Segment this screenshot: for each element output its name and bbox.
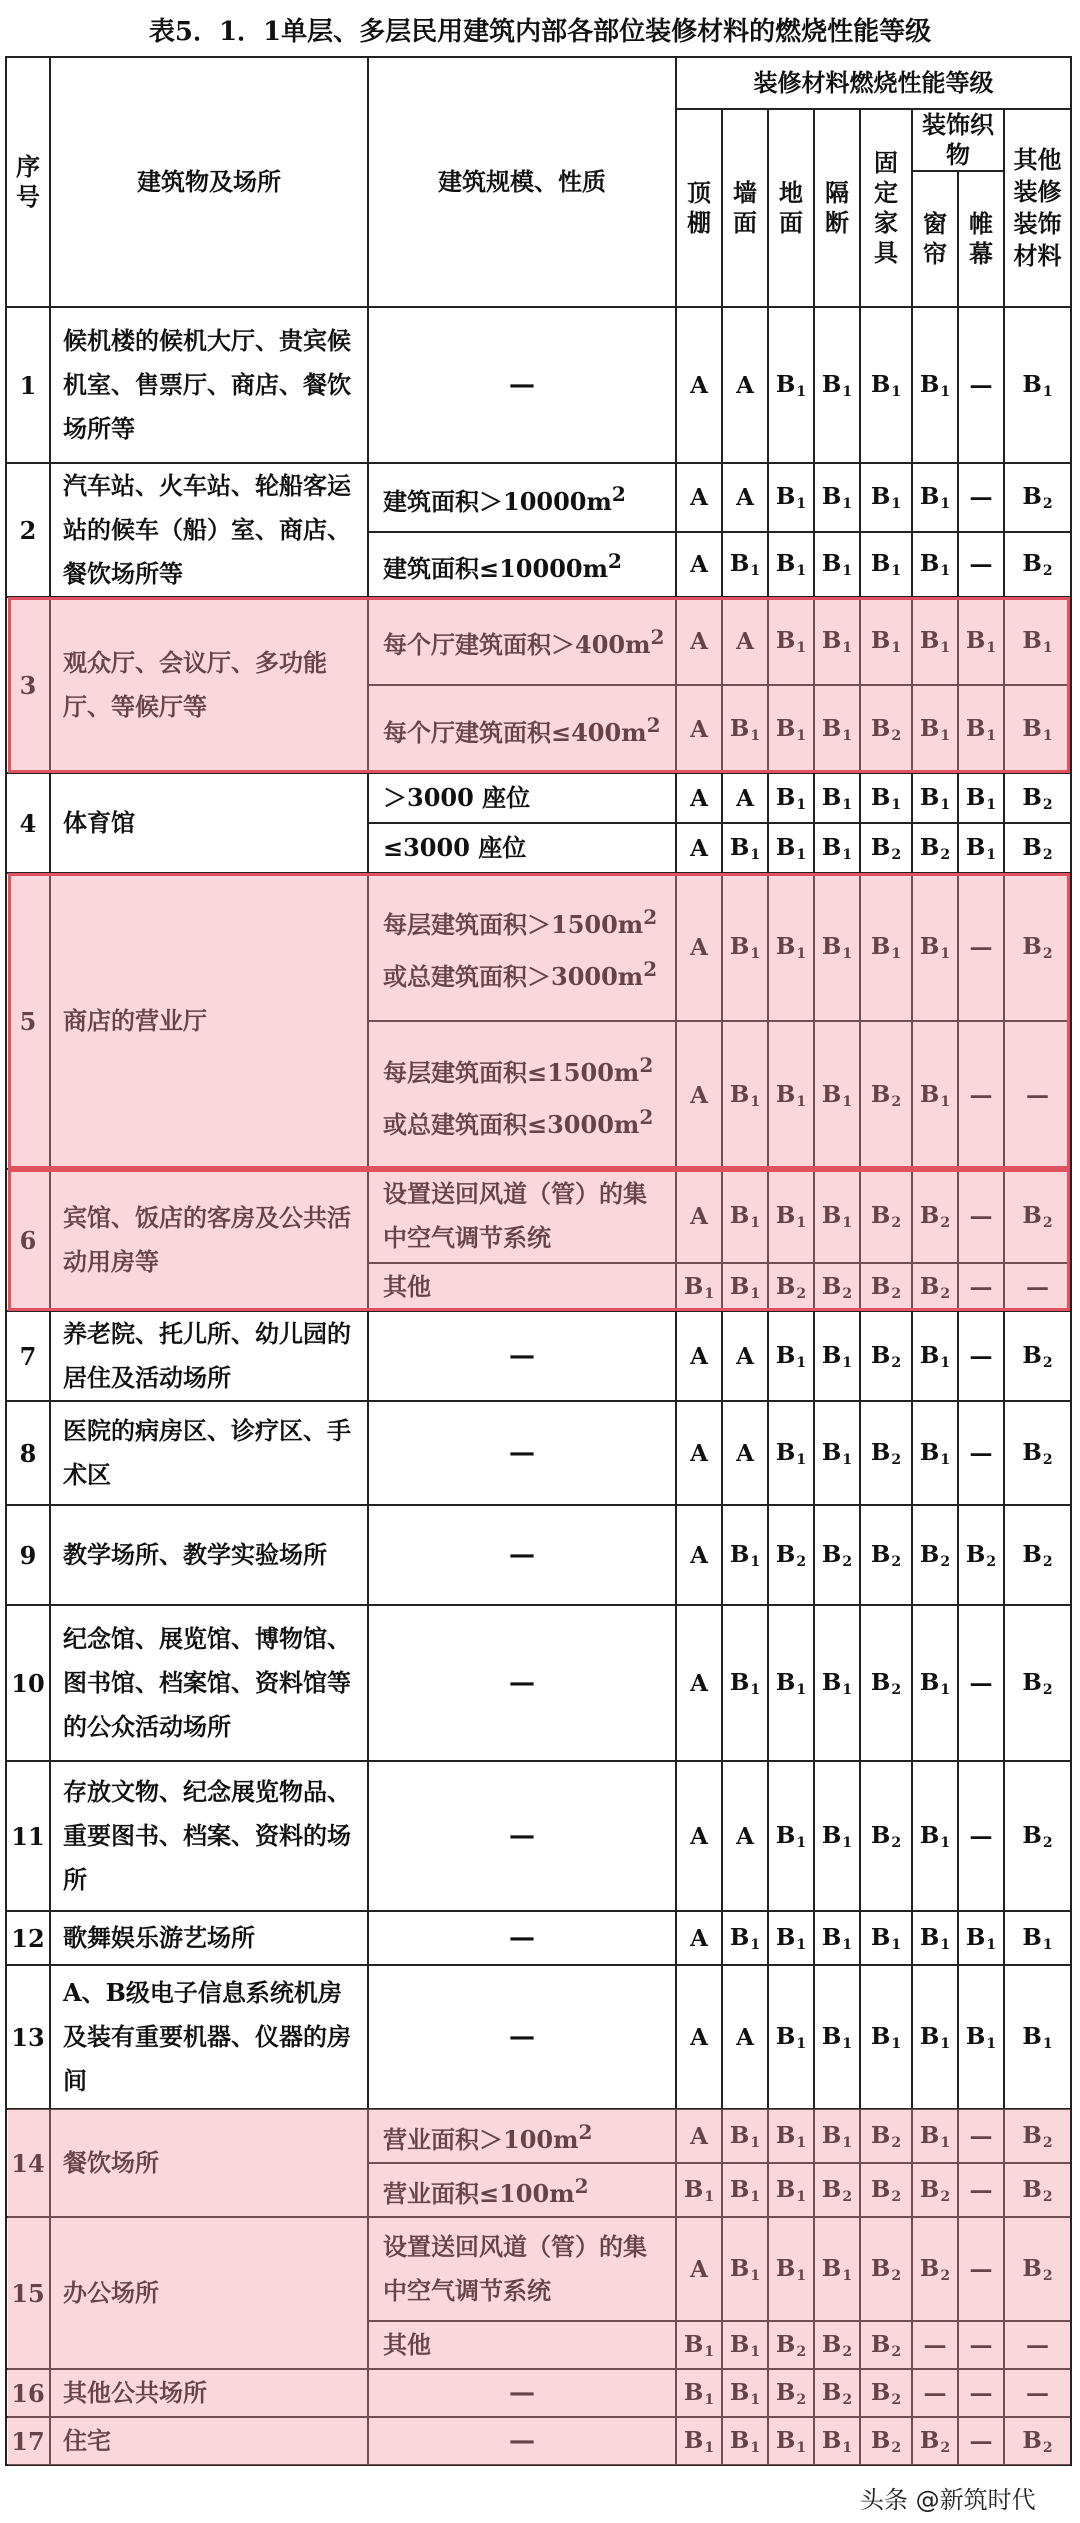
grade-cell: $B_1$ (860, 597, 912, 685)
grade-cell: $B_2$ (1004, 532, 1071, 597)
row-scale: 每层建筑面积$>1500m^2$或总建筑面积$>3000m^2$ (368, 873, 676, 1021)
grade-cell: $B_2$ (912, 1505, 958, 1605)
grade-cell: A (676, 2217, 722, 2321)
grade-cell: $B_1$ (958, 597, 1004, 685)
grade-cell: $B_2$ (860, 685, 912, 773)
grade-cell: $B_2$ (860, 1311, 912, 1401)
row-scale: 其他 (368, 2321, 676, 2369)
grade-cell: $B_2$ (860, 2417, 912, 2465)
grade-cell: — (958, 1263, 1004, 1311)
row-number: 12 (6, 1911, 50, 1965)
grade-cell: $B_1$ (722, 1021, 768, 1169)
grade-cell: $B_1$ (912, 463, 958, 532)
grade-cell: $B_1$ (814, 1911, 860, 1965)
grade-cell: $B_2$ (1004, 2417, 1071, 2465)
grade-cell: $B_1$ (768, 685, 814, 773)
row-place: 体育馆 (50, 773, 368, 873)
grade-cell: $B_1$ (912, 1911, 958, 1965)
grade-cell: $B_2$ (912, 2417, 958, 2465)
row-place: 候机楼的候机大厅、贵宾候机室、售票厅、商店、餐饮场所等 (50, 307, 368, 463)
grade-cell: — (958, 307, 1004, 463)
header-wall: 墙面 (722, 109, 768, 307)
grade-cell: — (958, 2417, 1004, 2465)
table-body (6, 307, 1071, 2465)
grade-cell: A (676, 1169, 722, 1263)
grade-cell: $B_2$ (860, 1761, 912, 1911)
grade-cell: $B_2$ (1004, 1169, 1071, 1263)
grade-cell: $B_1$ (814, 685, 860, 773)
grade-cell: A (722, 1401, 768, 1505)
row-number: 7 (6, 1311, 50, 1401)
grade-cell: $B_2$ (1004, 1605, 1071, 1761)
grade-cell: $B_1$ (768, 1911, 814, 1965)
grade-cell: A (676, 597, 722, 685)
row-place: 办公场所 (50, 2217, 368, 2369)
table-row (6, 873, 1071, 1021)
row-place: 纪念馆、展览馆、博物馆、图书馆、档案馆、资料馆等的公众活动场所 (50, 1605, 368, 1761)
table-row (6, 2369, 1071, 2417)
grade-cell: $B_1$ (814, 1021, 860, 1169)
grade-cell: $B_1$ (814, 1965, 860, 2109)
row-place: 住宅 (50, 2417, 368, 2465)
grade-cell: $B_1$ (860, 532, 912, 597)
row-scale: 每个厅建筑面积$\le 400m^2$ (368, 685, 676, 773)
grade-cell: $B_2$ (1004, 1761, 1071, 1911)
row-number: 13 (6, 1965, 50, 2109)
grade-cell: A (676, 532, 722, 597)
header-group: 装修材料燃烧性能等级 (676, 57, 1071, 109)
grade-cell: $B_2$ (814, 2369, 860, 2417)
grade-cell: $B_2$ (912, 823, 958, 873)
grade-cell: $B_2$ (814, 1505, 860, 1605)
grade-cell: $B_1$ (1004, 307, 1071, 463)
grade-cell: $B_1$ (814, 1401, 860, 1505)
grade-cell: $B_2$ (860, 1263, 912, 1311)
fire-rating-table (5, 56, 1072, 2466)
table-row (6, 1401, 1071, 1505)
row-number: 14 (6, 2109, 50, 2217)
grade-cell: — (1004, 2369, 1071, 2417)
grade-cell: A (676, 1401, 722, 1505)
grade-cell: $B_1$ (768, 307, 814, 463)
grade-cell: $B_1$ (768, 1965, 814, 2109)
grade-cell: $B_1$ (860, 873, 912, 1021)
table-row (6, 1169, 1071, 1263)
table-row (6, 2109, 1071, 2163)
header-floor: 地面 (768, 109, 814, 307)
row-scale: — (368, 2417, 676, 2465)
table-row (6, 1605, 1071, 1761)
table-row (6, 773, 1071, 823)
grade-cell: $B_1$ (722, 1605, 768, 1761)
grade-cell: — (958, 2369, 1004, 2417)
grade-cell: — (1004, 1263, 1071, 1311)
row-number: 2 (6, 463, 50, 597)
grade-cell: A (676, 1605, 722, 1761)
table-row (6, 463, 1071, 532)
row-scale: — (368, 1911, 676, 1965)
row-place: 存放文物、纪念展览物品、重要图书、档案、资料的场所 (50, 1761, 368, 1911)
table-row (6, 1505, 1071, 1605)
grade-cell: $B_1$ (768, 1169, 814, 1263)
table-row (6, 597, 1071, 685)
grade-cell: $B_1$ (912, 1311, 958, 1401)
grade-cell: $B_1$ (912, 1965, 958, 2109)
grade-cell: $B_2$ (768, 2321, 814, 2369)
row-place: 养老院、托儿所、幼儿园的居住及活动场所 (50, 1311, 368, 1401)
grade-cell: $B_2$ (860, 1401, 912, 1505)
grade-cell: $B_1$ (814, 463, 860, 532)
grade-cell: $B_1$ (722, 532, 768, 597)
grade-cell: $B_1$ (814, 2109, 860, 2163)
grade-cell: A (676, 823, 722, 873)
grade-cell: $B_1$ (912, 2109, 958, 2163)
grade-cell: $B_2$ (912, 1263, 958, 1311)
grade-cell: $B_1$ (814, 2417, 860, 2465)
grade-cell: — (958, 1311, 1004, 1401)
grade-cell: $B_1$ (768, 597, 814, 685)
grade-cell: — (958, 1605, 1004, 1761)
grade-cell: A (676, 307, 722, 463)
grade-cell: $B_1$ (768, 773, 814, 823)
grade-cell: — (1004, 2321, 1071, 2369)
row-number: 11 (6, 1761, 50, 1911)
grade-cell: A (722, 1761, 768, 1911)
row-scale: ≤3000 座位 (368, 823, 676, 873)
grade-cell: $B_2$ (1004, 2109, 1071, 2163)
grade-cell: $B_1$ (912, 532, 958, 597)
row-number: 17 (6, 2417, 50, 2465)
grade-cell: $B_1$ (722, 685, 768, 773)
grade-cell: $B_2$ (768, 1505, 814, 1605)
row-place: 商店的营业厅 (50, 873, 368, 1169)
row-number: 3 (6, 597, 50, 773)
grade-cell: — (958, 1021, 1004, 1169)
grade-cell: $B_1$ (722, 2417, 768, 2465)
grade-cell: $B_2$ (912, 2163, 958, 2217)
grade-cell: $B_1$ (814, 773, 860, 823)
grade-cell: A (676, 1311, 722, 1401)
row-number: 15 (6, 2217, 50, 2369)
grade-cell: A (722, 463, 768, 532)
header-furniture: 固定家具 (860, 109, 912, 307)
table-row (6, 1965, 1071, 2109)
row-scale: 营业面积$\le 100m^2$ (368, 2163, 676, 2217)
grade-cell: A (676, 1965, 722, 2109)
table-row (6, 307, 1071, 463)
grade-cell: $B_2$ (1004, 1505, 1071, 1605)
row-place: 观众厅、会议厅、多功能厅、等候厅等 (50, 597, 368, 773)
table-row (6, 2417, 1071, 2465)
grade-cell: $B_1$ (768, 2217, 814, 2321)
grade-cell: — (958, 2321, 1004, 2369)
grade-cell: $B_1$ (722, 1263, 768, 1311)
grade-cell: $B_1$ (768, 1021, 814, 1169)
grade-cell: $B_2$ (860, 1169, 912, 1263)
grade-cell: A (676, 773, 722, 823)
grade-cell: $B_1$ (814, 597, 860, 685)
grade-cell: $B_2$ (1004, 773, 1071, 823)
row-scale: 设置送回风道（管）的集中空气调节系统 (368, 1169, 676, 1263)
grade-cell: $B_1$ (814, 823, 860, 873)
grade-cell: $B_2$ (958, 1505, 1004, 1605)
grade-cell: $B_2$ (860, 1021, 912, 1169)
grade-cell: $B_1$ (768, 1605, 814, 1761)
grade-cell: — (958, 873, 1004, 1021)
grade-cell: A (722, 1311, 768, 1401)
grade-cell: — (912, 2321, 958, 2369)
grade-cell: $B_1$ (722, 2163, 768, 2217)
row-scale: 每个厅建筑面积$>400m^2$ (368, 597, 676, 685)
row-scale: 建筑面积$\le 10000m^2$ (368, 532, 676, 597)
grade-cell: — (958, 2163, 1004, 2217)
grade-cell: $B_1$ (768, 2417, 814, 2465)
grade-cell: $B_1$ (860, 307, 912, 463)
header-scale: 建筑规模、性质 (368, 57, 676, 307)
grade-cell: $B_2$ (768, 1263, 814, 1311)
grade-cell: $B_1$ (722, 873, 768, 1021)
grade-cell: $B_1$ (912, 597, 958, 685)
grade-cell: $B_2$ (860, 2369, 912, 2417)
grade-cell: $B_2$ (860, 1605, 912, 1761)
table-row (6, 1761, 1071, 1911)
grade-cell: $B_1$ (768, 463, 814, 532)
grade-cell: A (722, 307, 768, 463)
grade-cell: $B_1$ (814, 1311, 860, 1401)
grade-cell: $B_2$ (860, 2321, 912, 2369)
row-place: 教学场所、教学实验场所 (50, 1505, 368, 1605)
grade-cell: $B_1$ (722, 1505, 768, 1605)
grade-cell: $B_2$ (814, 1263, 860, 1311)
grade-cell: — (1004, 1021, 1071, 1169)
grade-cell: — (958, 463, 1004, 532)
row-number: 1 (6, 307, 50, 463)
grade-cell: $B_1$ (814, 532, 860, 597)
grade-cell: $B_2$ (1004, 1401, 1071, 1505)
row-place: 汽车站、火车站、轮船客运站的候车（船）室、商店、餐饮场所等 (50, 463, 368, 597)
grade-cell: $B_1$ (722, 823, 768, 873)
grade-cell: A (676, 2109, 722, 2163)
grade-cell: — (912, 2369, 958, 2417)
row-scale: — (368, 1761, 676, 1911)
grade-cell: $B_1$ (814, 1761, 860, 1911)
grade-cell: $B_1$ (676, 2369, 722, 2417)
grade-cell: $B_1$ (768, 823, 814, 873)
grade-cell: A (676, 685, 722, 773)
header-fabric: 装饰织物 (912, 109, 1004, 171)
row-number: 8 (6, 1401, 50, 1505)
grade-cell: $B_1$ (768, 2109, 814, 2163)
grade-cell: $B_2$ (860, 1505, 912, 1605)
grade-cell: $B_1$ (814, 2217, 860, 2321)
row-number: 6 (6, 1169, 50, 1311)
grade-cell: $B_2$ (1004, 823, 1071, 873)
grade-cell: $B_1$ (814, 873, 860, 1021)
grade-cell: $B_2$ (1004, 463, 1071, 532)
row-scale: — (368, 1505, 676, 1605)
grade-cell: $B_1$ (958, 1965, 1004, 2109)
table-title: 表5．1．1单层、多层民用建筑内部各部位装修材料的燃烧性能等级 (148, 17, 932, 47)
grade-cell: $B_1$ (722, 2217, 768, 2321)
row-scale: — (368, 2369, 676, 2417)
row-number: 4 (6, 773, 50, 873)
grade-cell: A (676, 1505, 722, 1605)
grade-cell: — (958, 1761, 1004, 1911)
grade-cell: $B_1$ (958, 1911, 1004, 1965)
grade-cell: $B_2$ (1004, 1311, 1071, 1401)
row-place: 歌舞娱乐游艺场所 (50, 1911, 368, 1965)
grade-cell: $B_2$ (860, 2217, 912, 2321)
grade-cell: $B_1$ (676, 2163, 722, 2217)
row-scale: 营业面积$>100m^2$ (368, 2109, 676, 2163)
grade-cell: $B_1$ (958, 685, 1004, 773)
grade-cell: $B_1$ (722, 1911, 768, 1965)
grade-cell: $B_1$ (912, 873, 958, 1021)
grade-cell: — (958, 532, 1004, 597)
row-place: 医院的病房区、诊疗区、手术区 (50, 1401, 368, 1505)
grade-cell: $B_1$ (912, 1401, 958, 1505)
grade-cell: $B_1$ (912, 773, 958, 823)
grade-cell: $B_1$ (768, 1311, 814, 1401)
grade-cell: $B_1$ (768, 2163, 814, 2217)
grade-cell: $B_1$ (676, 2321, 722, 2369)
grade-cell: $B_1$ (768, 873, 814, 1021)
grade-cell: $B_1$ (814, 307, 860, 463)
grade-cell: $B_1$ (768, 1401, 814, 1505)
grade-cell: $B_1$ (814, 1169, 860, 1263)
grade-cell: $B_1$ (768, 1761, 814, 1911)
grade-cell: $B_1$ (860, 1965, 912, 2109)
grade-cell: $B_2$ (912, 2217, 958, 2321)
grade-cell: $B_1$ (1004, 597, 1071, 685)
grade-cell: — (958, 2109, 1004, 2163)
grade-cell: — (958, 2217, 1004, 2321)
table-row (6, 1311, 1071, 1401)
grade-cell: $B_1$ (722, 2369, 768, 2417)
header-drape: 帷幕 (958, 171, 1004, 307)
grade-cell: $B_2$ (1004, 2217, 1071, 2321)
row-scale: 每层建筑面积$\le 1500m^2$或总建筑面积$\le 3000m^2$ (368, 1021, 676, 1169)
header-other: 其他装修装饰材料 (1004, 109, 1071, 307)
grade-cell: $B_1$ (1004, 1911, 1071, 1965)
grade-cell: — (958, 1401, 1004, 1505)
row-scale: — (368, 307, 676, 463)
row-place: 餐饮场所 (50, 2109, 368, 2217)
row-scale: 其他 (368, 1263, 676, 1311)
grade-cell: $B_1$ (912, 1761, 958, 1911)
grade-cell: A (676, 1021, 722, 1169)
grade-cell: $B_1$ (912, 1605, 958, 1761)
grade-cell: $B_2$ (860, 2163, 912, 2217)
grade-cell: — (958, 1169, 1004, 1263)
grade-cell: $B_2$ (860, 823, 912, 873)
header-place: 建筑物及场所 (50, 57, 368, 307)
row-scale: — (368, 1605, 676, 1761)
grade-cell: $B_1$ (860, 463, 912, 532)
grade-cell: A (676, 1761, 722, 1911)
grade-cell: A (722, 1965, 768, 2109)
grade-cell: $B_1$ (958, 823, 1004, 873)
grade-cell: $B_2$ (814, 2163, 860, 2217)
table-row (6, 2217, 1071, 2321)
row-number: 9 (6, 1505, 50, 1605)
row-scale: ＞3000 座位 (368, 773, 676, 823)
grade-cell: $B_1$ (676, 1263, 722, 1311)
grade-cell: $B_1$ (814, 1605, 860, 1761)
row-place: 宾馆、饭店的客房及公共活动用房等 (50, 1169, 368, 1311)
grade-cell: $B_1$ (860, 1911, 912, 1965)
row-place: 其他公共场所 (50, 2369, 368, 2417)
grade-cell: $B_1$ (912, 307, 958, 463)
header-partition: 隔断 (814, 109, 860, 307)
grade-cell: $B_1$ (912, 685, 958, 773)
grade-cell: A (722, 773, 768, 823)
row-scale: 设置送回风道（管）的集中空气调节系统 (368, 2217, 676, 2321)
grade-cell: $B_2$ (1004, 873, 1071, 1021)
grade-cell: $B_2$ (768, 2369, 814, 2417)
grade-cell: A (722, 597, 768, 685)
row-place: A、B级电子信息系统机房及装有重要机器、仪器的房间 (50, 1965, 368, 2109)
row-number: 16 (6, 2369, 50, 2417)
grade-cell: $B_1$ (1004, 1965, 1071, 2109)
grade-cell: $B_1$ (722, 2321, 768, 2369)
grade-cell: $B_1$ (860, 773, 912, 823)
grade-cell: $B_1$ (722, 1169, 768, 1263)
grade-cell: A (676, 1911, 722, 1965)
grade-cell: A (676, 873, 722, 1021)
row-scale: — (368, 1401, 676, 1505)
row-number: 10 (6, 1605, 50, 1761)
grade-cell: $B_2$ (1004, 2163, 1071, 2217)
header-ceiling: 顶棚 (676, 109, 722, 307)
grade-cell: $B_1$ (958, 773, 1004, 823)
grade-cell: $B_2$ (814, 2321, 860, 2369)
row-scale: — (368, 1965, 676, 2109)
watermark: 头条 @新筑时代 (860, 2486, 1036, 2514)
row-number: 5 (6, 873, 50, 1169)
grade-cell: $B_1$ (768, 532, 814, 597)
grade-cell: $B_2$ (860, 2109, 912, 2163)
row-scale: 建筑面积$>10000m^2$ (368, 463, 676, 532)
grade-cell: $B_1$ (912, 1021, 958, 1169)
table-row (6, 1911, 1071, 1965)
header-no: 序号 (6, 57, 50, 307)
row-scale: — (368, 1311, 676, 1401)
header-curtain: 窗帘 (912, 171, 958, 307)
grade-cell: $B_1$ (722, 2109, 768, 2163)
grade-cell: $B_1$ (1004, 685, 1071, 773)
grade-cell: $B_1$ (676, 2417, 722, 2465)
grade-cell: $B_2$ (912, 1169, 958, 1263)
grade-cell: A (676, 463, 722, 532)
